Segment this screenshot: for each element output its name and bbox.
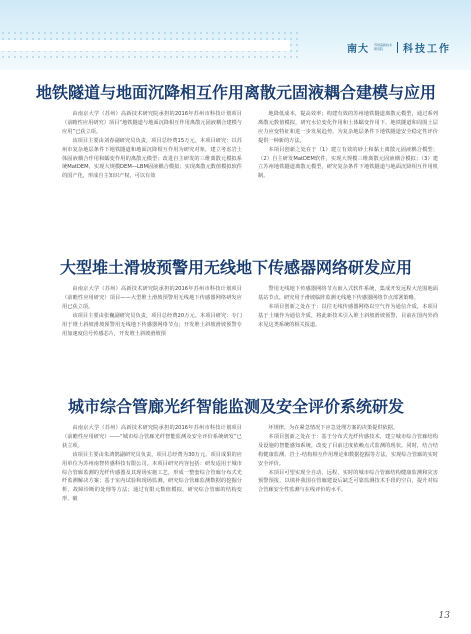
article-2-left-column <box>62 285 242 338</box>
article-3-paragraph: 本项目创新之处在于：基于分布式光纤传感技术，建立城市综合管廊结构及设施的智能感知系统，改变了目前过度依赖点式监测的现状。同时，结合结构健康监测、岩土-结构相互作用理论和数据挖掘等方法，实现综合管廊的实时安全评价。 <box>258 433 438 467</box>
article-3-paragraph: 由南京大学（苏州）高新技术研究院承担的2016年苏州市科技计划项目（前瞻性应用研究）——“城市综合管廊光纤智能监测及安全评价系统研发”已获立项。 <box>62 425 242 449</box>
article-3-paragraph: 本项目可望实现全自动、远程、实时的城市综合管廊结构健康监测和灾害预警预报，以填补我国在管廊建设后缺乏可靠监测技术手段的空白，提升对综合管廊安全性监测与在线评价的水平。 <box>258 469 438 494</box>
article-2-paragraph: 本项目创新之处在于：以往无线传感器网络以空气作为通信介质，本项目基于土壤作为通信介质，将此新技术引入堆土斜坡滑坡预警，目前在国内外尚未见这类系统的相关报道。 <box>258 303 438 328</box>
section-name: 科技工作 <box>403 43 451 55</box>
article-2-paragraph: 该项目主要由张巍副研究员负责，项目总经费20万元。本项目研究：专门用于堆土斜坡滑坡预警用无线地下传感器网络节点；开发堆土斜坡滑坡预警专用加速度信号传感芯片，开发堆土斜坡滑坡预 <box>62 312 242 337</box>
article-1-paragraph: 地降低成本，提高效率；构建有效的苏州地铁隧道离散元模型，通过系列离散元数值模拟，研究水位变化作用和土体蠕变作用下，地铁隧道和周围土层应力应变特征和进一步发展趋势，为复杂地层条件下地铁隧道安全稳定性评价提供一种新的方法。 <box>258 111 438 144</box>
article-2-paragraph: 警用无线地下传感器网络节点嵌入式软件系统，集成开发远程大范围地面基站节点。研究用于滑坡临阵监测无线地下传感器网络节点部署策略。 <box>258 286 438 301</box>
brand-separator <box>397 42 398 53</box>
article-1-title: 地铁隧道与地面沉降相互作用离散元固液耦合建模与应用 <box>36 83 437 102</box>
article-3-title: 城市综合管廊光纤智能监测及安全评价系统研发 <box>67 397 404 416</box>
article-2-right-column <box>258 285 438 330</box>
article-1-paragraph: 由南京大学（苏州）高新技术研究院承担的2016年苏州市科技计划项目（前瞻性应用研究）项目“地铁隧道与地面沉降相互作用离散元固液耦合建模与应用”已获立项。 <box>62 111 242 135</box>
article-3-paragraph: 该项目主要由朱鸿鹄副研究员负责，项目总经费为30万元。项目成果的应用单位为苏州南智传感科技有限公司。本项目研究内容包括：研发适用于城市综合管廊监测的光纤传感器及其现场实施工艺，形成一整套综合管廊分布式光纤监测解决方案；基于室内试验和现场监测，研究综合管廊监测数据的挖掘分析、故障诊断的处理等方法；通过有限元数值模拟，研究综合管廊的结构变形、破 <box>62 451 242 503</box>
brand-subtitle-line-2: 研究院 <box>373 47 383 51</box>
brand-subtitle-line-1: 苏州高新技术 <box>373 43 392 47</box>
brand-block <box>347 41 451 53</box>
article-3-right-column <box>258 424 438 495</box>
article-1-right-column <box>258 110 438 181</box>
article-3-paragraph: 坏规律，为在紧急情况下应急处理方案的决策提供依据。 <box>268 425 399 431</box>
article-1-paragraph: 该项目主要由刘春副研究员负责，项目总经费15万元。本项目研究：以苏州市复杂地层条件下地铁隧道和地面沉降相互作用为研究对象，建立考虑岩土体固液耦合作用和蠕变作用的离散元模型；改进自主研发的三维离散元模拟系统MatDEM，实现大规模DEM—LBM固液耦合模拟；实现离散元数值模拟软件的国产化，形成自主知识产权，可以有效 <box>62 137 242 180</box>
brand-name: 南大 <box>346 43 369 55</box>
article-3-left-column <box>62 424 242 504</box>
article-1-paragraph: 本项目创新之处在于（1）建立有效的砂土和黏土离散元固液耦合模型；（2）自主研发MatDEM软件，实现大规模三维离散元固液耦合模拟；（3）建立苏州地铁隧道离散元模型，研究复杂条件下地铁隧道与地面沉降相互作用机制。 <box>258 146 438 180</box>
article-1-left-column <box>62 110 242 181</box>
page-number: 13 <box>438 611 450 621</box>
article-2-paragraph: 由南京大学（苏州）高新技术研究院承担的2016年苏州市科技计划项目（前瞻性应用研究）项目——大型堆土滑坡预警用无线地下传感器网络研发应用已获立项。 <box>62 286 242 310</box>
brand-subtitle <box>374 43 392 51</box>
header-white-bar <box>0 40 290 51</box>
article-2-title: 大型堆土滑坡预警用无线地下传感器网络研发应用 <box>59 258 412 277</box>
